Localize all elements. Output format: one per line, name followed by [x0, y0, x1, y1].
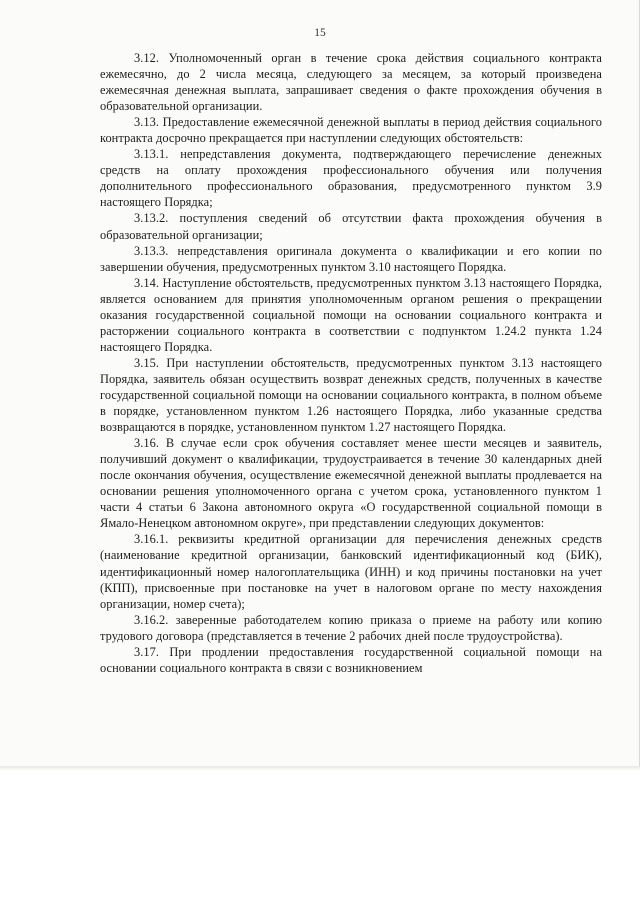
paragraph-3-17: 3.17. При продлении предоставления государственной социальной помощи на основании социального контракта в связи с возникновением: [100, 644, 602, 675]
paragraph-3-15: 3.15. При наступлении обстоятельств, предусмотренных пунктом 3.13 настоящего Порядка, заявитель обязан осуществить возврат денежных средств, полученных в качестве государственной социальной помощи на основании социального контракта, в полном объеме в порядке, установленном пунктом 1.26 настоящего Порядка, либо указанные средства возвращаются в порядке, установленном пунктом 1.27 настоящего Порядка.: [100, 355, 602, 435]
paragraph-3-13-2: 3.13.2. поступления сведений об отсутствии факта прохождения обучения в образовательной организации;: [100, 211, 602, 242]
paragraph-3-16: 3.16. В случае если срок обучения составляет менее шести месяцев и заявитель, получивший документ о квалификации, трудоустраивается в течение 30 календарных дней после окончания обучения, осуществление ежемесячной денежной выплаты продлевается на основании решения уполномоченного органа с учетом срока, установленного пунктом 1 части 4 статьи 6 Закона автономного округа «О государственной социальной помощи в Ямало-Ненецком автономном округе», при представлении следующих документов:: [100, 436, 602, 531]
scan-bottom-edge: [0, 766, 640, 771]
paragraph-3-13-3: 3.13.3. непредставления оригинала документа о квалификации и его копии по завершении обучения, предусмотренных пунктом 3.10 настоящего Порядка.: [100, 243, 602, 274]
paragraph-3-16-1: 3.16.1. реквизиты кредитной организации для перечисления денежных средств (наименование кредитной организации, банковский идентификационный код (БИК), идентификационный номер налогоплательщика (ИНН) и код причины постановки на учет (КПП), присвоенные при постановке на учет в налоговом органе по месту нахождения организации, номер счета);: [100, 532, 602, 611]
paragraph-3-13: 3.13. Предоставление ежемесячной денежной выплаты в период действия социального контракта досрочно прекращается при наступлении следующих обстоятельств:: [100, 115, 602, 146]
paragraph-3-13-1: 3.13.1. непредставления документа, подтверждающего перечисление денежных средств на оплату прохождения профессионального обучения или получения дополнительного профессионального образования, предусмотренного пунктом 3.9 настоящего Порядка;: [100, 147, 602, 210]
paragraph-3-12: 3.12. Уполномоченный орган в течение срока действия социального контракта ежемесячно, до 2 числа месяца, следующего за месяцем, за который произведена ежемесячная денежная выплата, запрашивает сведения о факте прохождения обучения в образовательной организации.: [100, 51, 602, 114]
paragraph-3-14: 3.14. Наступление обстоятельств, предусмотренных пунктом 3.13 настоящего Порядка, является основанием для принятия уполномоченным органом решения о прекращении оказания государственной социальной помощи на основании социального контракта и расторжении социального контракта в соответствии с подпунктом 1.24.2 пункта 1.24 настоящего Порядка.: [100, 275, 602, 354]
page-number: 15: [314, 27, 326, 39]
document-body: [100, 50, 602, 676]
paragraph-3-16-2: 3.16.2. заверенные работодателем копию приказа о приеме на работу или копию трудового договора (представляется в течение 2 рабочих дней после трудоустройства).: [100, 612, 602, 643]
